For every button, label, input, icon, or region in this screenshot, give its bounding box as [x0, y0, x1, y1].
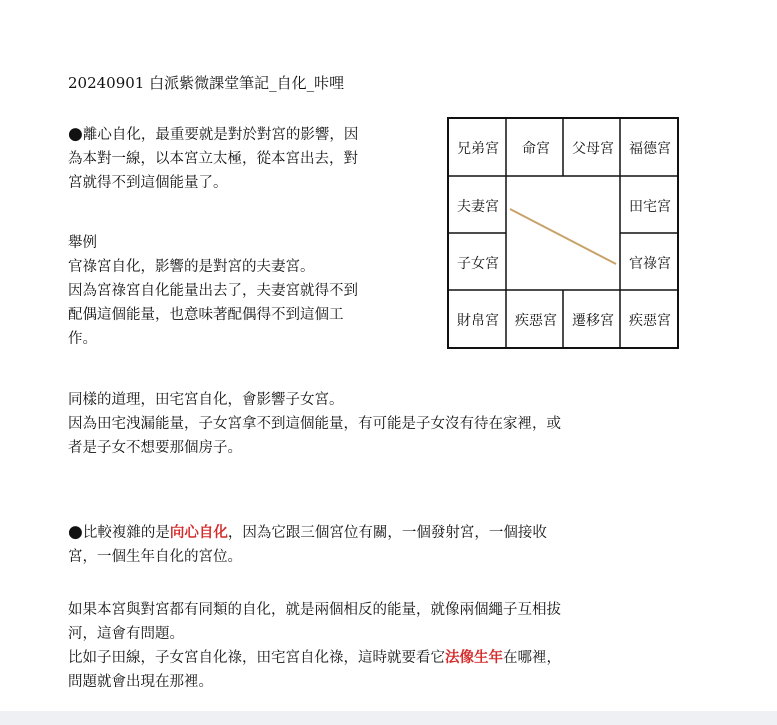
- palace-health: 疾惡宮: [515, 313, 557, 329]
- bottom-strip: [0, 711, 777, 725]
- paragraph-line: 因為宮祿宮自化能量出去了，夫妻宮就得不到: [68, 283, 358, 299]
- text-segment: 比如子田線，子女宮自化祿，田宅宮自化祿，這時就要看它: [68, 650, 445, 666]
- section-example: [68, 231, 430, 351]
- paragraph-line: [68, 520, 678, 545]
- paragraph-line: [68, 122, 430, 147]
- paragraph-line: 配偶這個能量，也意味著配偶得不到這個工: [68, 307, 344, 323]
- paragraph-line: 河，這會有問題。: [68, 626, 184, 642]
- palace-spouse: 夫妻宮: [457, 199, 499, 215]
- palace-chart: [447, 117, 679, 349]
- palace-siblings: 兄弟宮: [457, 141, 499, 157]
- paragraph-line: 官祿宮自化，影響的是對宮的夫妻宮。: [68, 259, 315, 275]
- highlight-text: 法像生年: [445, 649, 503, 666]
- bullet-icon: ●: [68, 124, 83, 144]
- text-segment: 比較複雜的是: [82, 525, 170, 541]
- palace-fortune: 福德宮: [629, 141, 671, 157]
- palace-parents: 父母宮: [572, 141, 614, 157]
- section-same-principle: [68, 388, 678, 460]
- page-title: 20240901 白派紫微課堂筆記_自化_咔哩: [68, 74, 345, 92]
- bullet-icon: ●: [68, 522, 83, 542]
- paragraph-line: [68, 646, 678, 670]
- palace-health-2: 疾惡宮: [629, 313, 671, 329]
- example-heading: 舉例: [68, 235, 97, 251]
- palace-children: 子女宮: [457, 256, 499, 272]
- paragraph-line: 為本對一線，以本宮立太極，從本宮出去，對: [68, 151, 358, 167]
- palace-wealth: 財帛宮: [457, 313, 499, 329]
- text-line: 離心自化，最重要就是對於對宮的影響，因: [82, 127, 359, 143]
- paragraph-line: 宮就得不到這個能量了。: [68, 175, 228, 191]
- paragraph-line: 同樣的道理，田宅宮自化，會影響子女宮。: [68, 392, 344, 408]
- text-segment: ，因為它跟三個宮位有關，一個發射宮，一個接收: [227, 525, 547, 541]
- palace-life: 命宮: [522, 141, 550, 157]
- section-opposite-conflict: [68, 598, 678, 694]
- paragraph-line: 者是子女不想要那個房子。: [68, 440, 242, 456]
- palace-travel: 遷移宮: [572, 313, 614, 329]
- paragraph-line: 因為田宅洩漏能量，子女宮拿不到這個能量，有可能是子女沒有待在家裡，或: [68, 416, 561, 432]
- palace-career: 官祿宮: [629, 256, 671, 272]
- section-self-transform-away: [68, 122, 430, 195]
- connection-line: [510, 209, 616, 264]
- paragraph-line: 宮，一個生年自化的宮位。: [68, 549, 242, 565]
- paragraph-line: 如果本宮與對宮都有同類的自化，就是兩個相反的能量，就像兩個繩子互相拔: [68, 602, 561, 618]
- paragraph-line: 作。: [68, 331, 97, 347]
- highlight-text: 向心自化: [169, 524, 228, 541]
- paragraph-line: 問題就會出現在那裡。: [68, 674, 213, 690]
- section-self-transform-toward: [68, 520, 678, 569]
- palace-property: 田宅宮: [629, 199, 671, 215]
- text-segment: 在哪裡，: [503, 650, 561, 666]
